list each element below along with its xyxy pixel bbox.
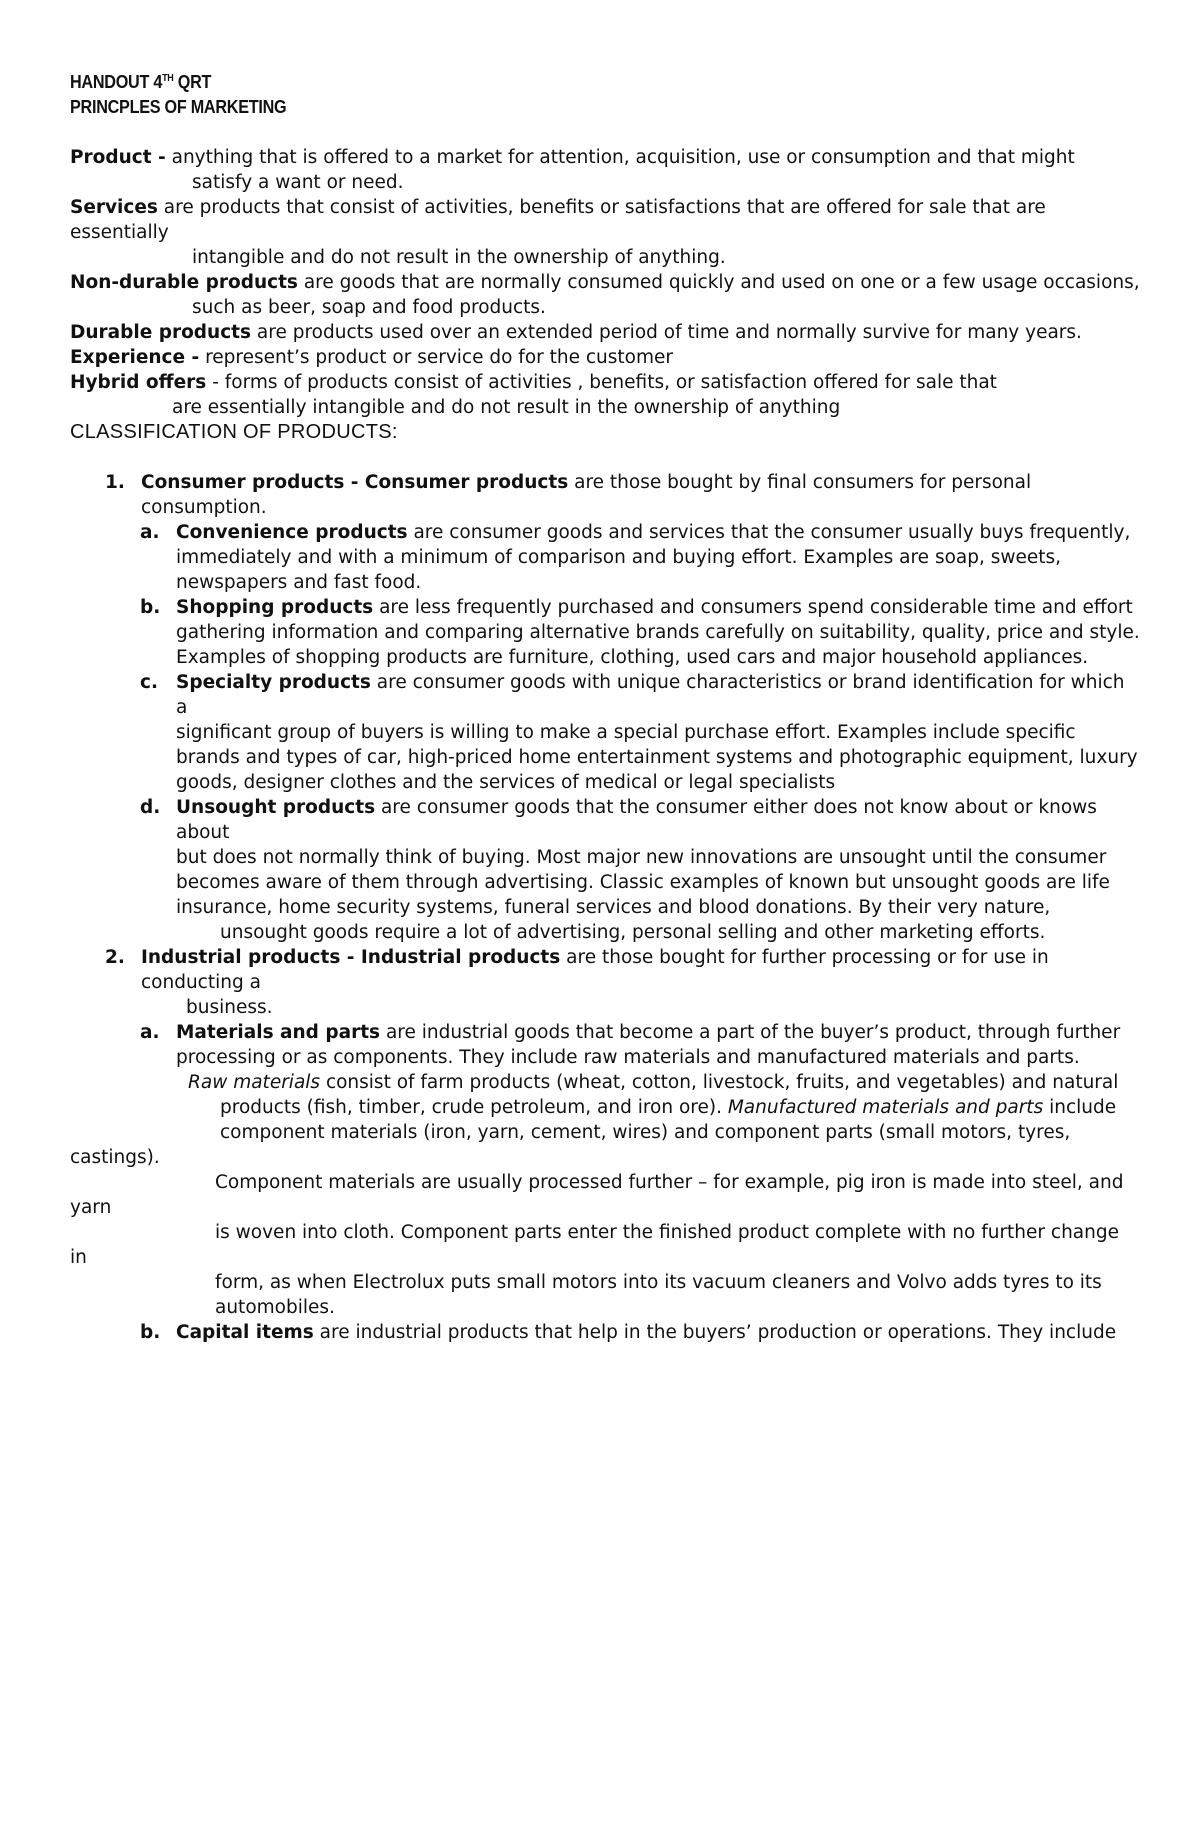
component-materials-line: component materials (iron, yarn, cement, wires) and component parts (small motors, tyres, castings). bbox=[70, 1122, 1071, 1168]
sub-item-shopping bbox=[70, 595, 1140, 620]
sub-marker: b. bbox=[140, 1322, 161, 1343]
raw-materials-paragraph bbox=[70, 1070, 1140, 1095]
sub-marker: c. bbox=[140, 672, 158, 693]
sub-item-capital-items bbox=[70, 1320, 1140, 1345]
sub-item-term: Convenience products bbox=[176, 522, 408, 543]
sub-item-convenience bbox=[70, 520, 1140, 545]
definition-experience bbox=[70, 345, 1140, 370]
header-line-1-text: HANDOUT 4 bbox=[70, 72, 163, 92]
sub-item-specialty bbox=[70, 670, 1140, 720]
sub-item-text: are less frequently purchased and consumers spend considerable time and effort bbox=[373, 597, 1133, 618]
sub-item-term: Capital items bbox=[176, 1322, 314, 1343]
document-header bbox=[70, 70, 1033, 120]
definition-term: Durable products bbox=[70, 322, 252, 343]
sub-item-text: are consumer goods that the consumer either does not know about or knows about bbox=[176, 797, 1097, 843]
definition-durable bbox=[70, 320, 1140, 345]
definition-continuation: are essentially intangible and do not result in the ownership of anything bbox=[172, 397, 841, 418]
definition-product bbox=[70, 145, 1140, 170]
list-item-term: Consumer products - Consumer products bbox=[141, 472, 569, 493]
classification-heading: CLASSIFICATION OF PRODUCTS: bbox=[70, 421, 398, 443]
definition-continuation: such as beer, soap and food products. bbox=[192, 297, 546, 318]
italic-term: Manufactured materials and parts bbox=[727, 1097, 1044, 1118]
handout-document bbox=[70, 70, 1140, 1345]
sub-item-term: Shopping products bbox=[176, 597, 374, 618]
definition-non-durable bbox=[70, 270, 1140, 295]
definition-text: - forms of products consist of activities , benefits, or satisfaction offered for sale that bbox=[206, 372, 997, 393]
woven-cloth-line: is woven into cloth. Component parts enter the finished product complete with no further change in bbox=[70, 1222, 1119, 1268]
sub-item-text: are consumer goods with unique characteristics or brand identification for which a bbox=[176, 672, 1125, 718]
definition-text: are goods that are normally consumed quickly and used on one or a few usage occasions, bbox=[297, 272, 1140, 293]
sub-item-unsought bbox=[70, 795, 1140, 845]
sub-item-continuation: gathering information and comparing alternative brands carefully on suitability, quality, price and style. Examples of shopping products are furniture, clothing, used cars and major household appliances. bbox=[176, 622, 1140, 668]
definition-text: are products used over an extended period of time and normally survive for many years. bbox=[251, 322, 1082, 343]
definition-text: anything that is offered to a market for attention, acquisition, use or consumption and that might bbox=[165, 147, 1075, 168]
definition-continuation: intangible and do not result in the ownership of anything. bbox=[192, 247, 726, 268]
spacer bbox=[70, 120, 1140, 145]
component-processing-line: Component materials are usually processed further – for example, pig iron is made into steel, and yarn bbox=[70, 1172, 1124, 1218]
list-item-text: are those bought by final consumers for personal consumption. bbox=[141, 472, 1032, 518]
spacer bbox=[70, 445, 1140, 470]
sub-item-materials-and-parts bbox=[70, 1020, 1140, 1045]
sub-marker: d. bbox=[140, 797, 161, 818]
list-item-industrial-products bbox=[70, 945, 1140, 995]
list-item-term: Industrial products - Industrial products bbox=[141, 947, 561, 968]
list-marker: 2. bbox=[105, 947, 125, 968]
definition-term: Non-durable products bbox=[70, 272, 298, 293]
header-line-2: PRINCPLES OF MARKETING bbox=[70, 97, 287, 117]
sub-marker: b. bbox=[140, 597, 161, 618]
sub-item-term: Materials and parts bbox=[176, 1022, 381, 1043]
sub-item-text: are industrial products that help in the buyers’ production or operations. They include bbox=[313, 1322, 1117, 1343]
paragraph-text: consist of farm products (wheat, cotton, livestock, fruits, and vegetables) and natural bbox=[320, 1072, 1119, 1093]
header-superscript: TH bbox=[162, 73, 174, 84]
definition-term: Services bbox=[70, 197, 158, 218]
definition-text: represent’s product or service do for the customer bbox=[199, 347, 673, 368]
definition-term: Experience - bbox=[70, 347, 200, 368]
paragraph-text: include bbox=[1043, 1097, 1117, 1118]
definition-term: Hybrid offers bbox=[70, 372, 207, 393]
sub-item-continuation: immediately and with a minimum of comparison and buying effort. Examples are soap, sweets, newspapers and fast food. bbox=[176, 547, 1062, 593]
sub-item-text: are industrial goods that become a part of the buyer’s product, through further bbox=[380, 1022, 1121, 1043]
paragraph-text: products (fish, timber, crude petroleum, and iron ore). bbox=[220, 1097, 728, 1118]
header-line-1-suffix: QRT bbox=[173, 72, 212, 92]
definition-services bbox=[70, 195, 1140, 245]
sub-item-term: Specialty products bbox=[176, 672, 371, 693]
electrolux-line: form, as when Electrolux puts small motors into its vacuum cleaners and Volvo adds tyres to its bbox=[215, 1272, 1102, 1293]
raw-materials-continuation bbox=[70, 1095, 1140, 1120]
list-item-text: are those bought for further processing or for use in conducting a bbox=[141, 947, 1049, 993]
automobiles-line: automobiles. bbox=[215, 1297, 335, 1318]
sub-item-continuation: significant group of buyers is willing to make a special purchase effort. Examples include specific brands and types of car, high-priced home entertainment systems and photographic equipment, luxury goods, designer clothes and the services of medical or legal specialists bbox=[176, 722, 1138, 793]
sub-item-term: Unsought products bbox=[176, 797, 376, 818]
sub-marker: a. bbox=[140, 522, 160, 543]
sub-item-text: are consumer goods and services that the consumer usually buys frequently, bbox=[407, 522, 1131, 543]
definition-hybrid bbox=[70, 370, 1140, 395]
list-marker: 1. bbox=[105, 472, 125, 493]
sub-item-tail: unsought goods require a lot of advertising, personal selling and other marketing efforts. bbox=[220, 922, 1046, 943]
italic-term: Raw materials bbox=[188, 1072, 321, 1093]
sub-item-continuation: processing or as components. They include raw materials and manufactured materials and parts. bbox=[176, 1047, 1080, 1068]
header-line-1 bbox=[70, 70, 1033, 95]
definition-term: Product - bbox=[70, 147, 166, 168]
definition-text: are products that consist of activities, benefits or satisfactions that are offered for sale that are essentially bbox=[70, 197, 1046, 243]
sub-item-continuation: but does not normally think of buying. Most major new innovations are unsought until the consumer becomes aware of them through advertising. Classic examples of known but unsought goods are life insurance, home security systems, funeral services and blood donations. By their very nature, bbox=[176, 847, 1110, 918]
list-item-continuation: business. bbox=[186, 997, 273, 1018]
list-item-consumer-products bbox=[70, 470, 1140, 520]
definition-continuation: satisfy a want or need. bbox=[192, 172, 404, 193]
sub-marker: a. bbox=[140, 1022, 160, 1043]
